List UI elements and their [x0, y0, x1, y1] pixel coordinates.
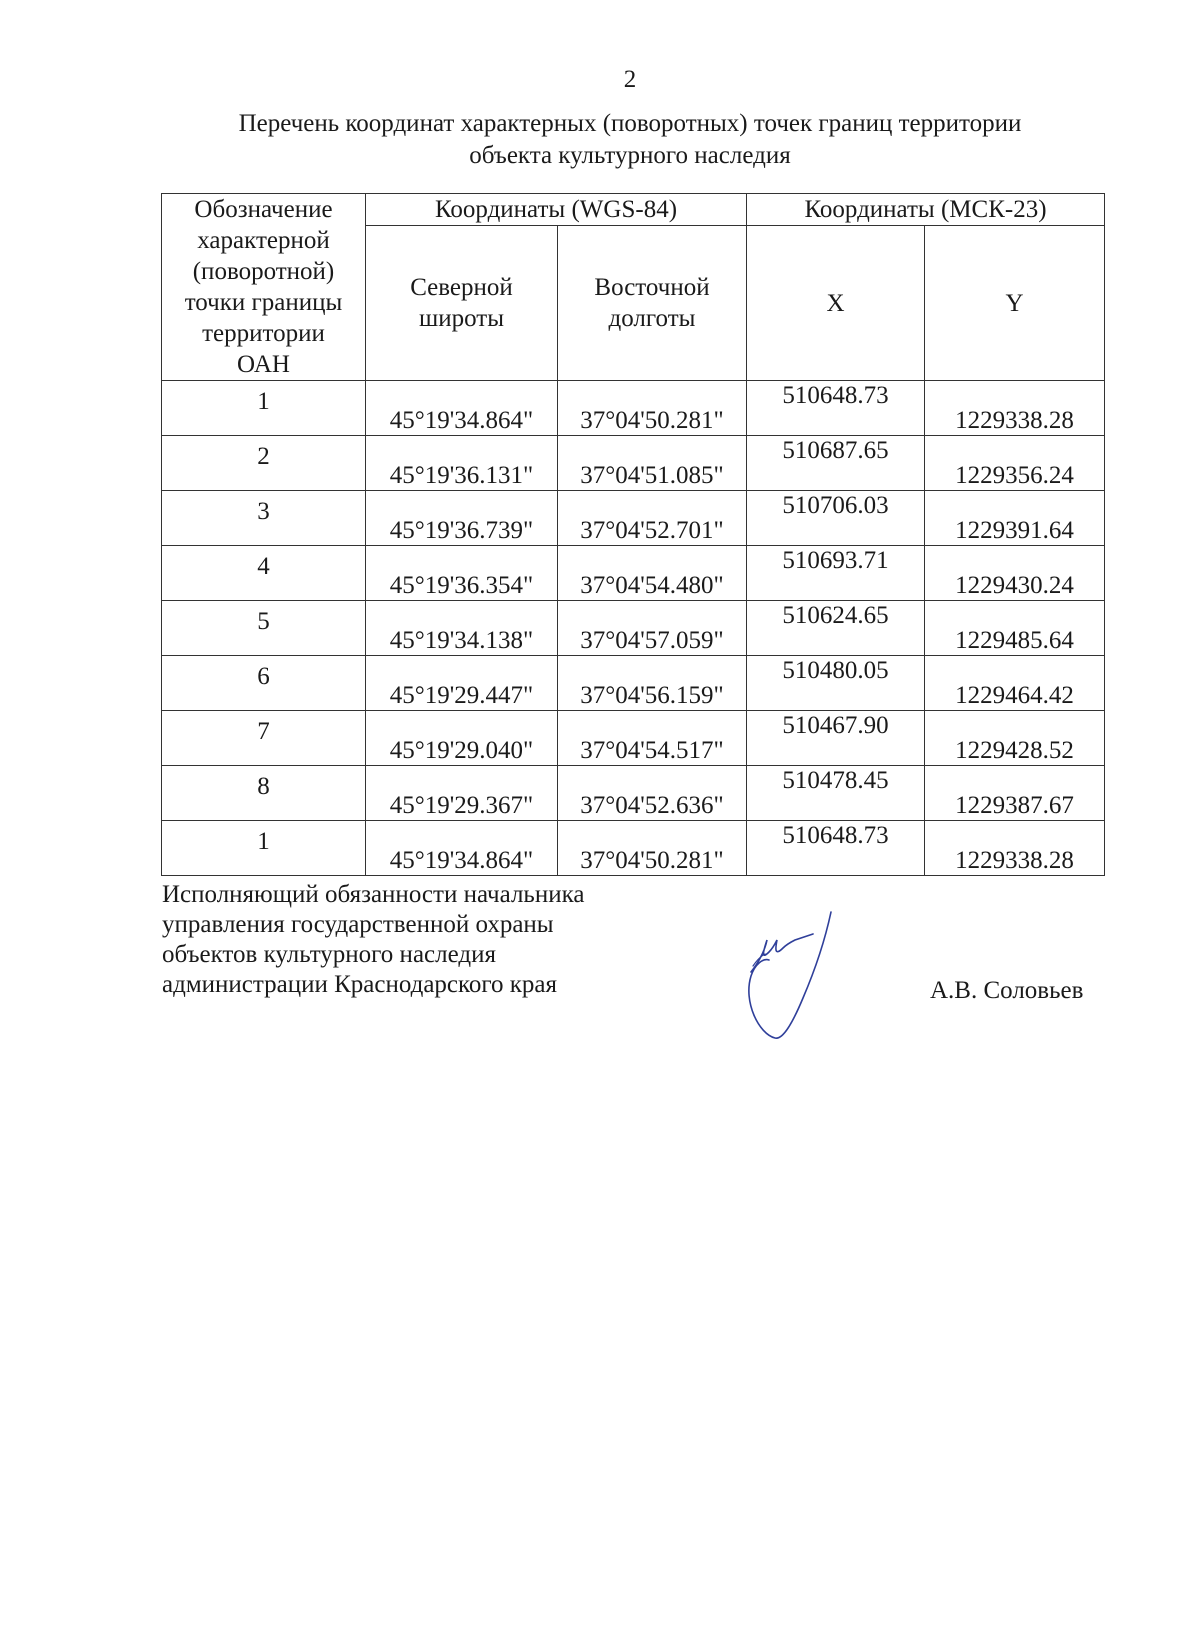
- table-row: [162, 491, 1105, 546]
- header-point-line: точки границы: [184, 289, 343, 316]
- cell-y: 1229428.52: [925, 711, 1105, 766]
- table-row: [162, 766, 1105, 821]
- signer-position-line: Исполняющий обязанности начальника: [162, 881, 585, 908]
- table-row: [162, 821, 1105, 876]
- table-row: [162, 601, 1105, 656]
- cell-x: 510648.73: [747, 821, 925, 876]
- cell-east-longitude: 37°04'52.701": [558, 491, 747, 546]
- cell-east-longitude: 37°04'54.517": [558, 711, 747, 766]
- cell-x: 510624.65: [747, 601, 925, 656]
- header-point-line: территории: [202, 320, 325, 347]
- header-y: Y: [925, 226, 1105, 381]
- cell-north-latitude: 45°19'34.864": [366, 381, 558, 436]
- cell-point-number: 1: [162, 381, 366, 436]
- cell-east-longitude: 37°04'57.059": [558, 601, 747, 656]
- cell-east-longitude: 37°04'51.085": [558, 436, 747, 491]
- cell-y: 1229464.42: [925, 656, 1105, 711]
- table-row: [162, 711, 1105, 766]
- cell-east-longitude: 37°04'50.281": [558, 821, 747, 876]
- document-title: [160, 108, 1100, 172]
- header-msk23-group: Координаты (МСК-23): [747, 194, 1105, 226]
- header-point-designation: [162, 194, 366, 381]
- cell-y: 1229338.28: [925, 821, 1105, 876]
- signer-position: [162, 880, 584, 1000]
- title-line-1: Перечень координат характерных (поворотных) точек границ территории: [238, 110, 1022, 137]
- cell-x: 510478.45: [747, 766, 925, 821]
- cell-point-number: 8: [162, 766, 366, 821]
- cell-north-latitude: 45°19'36.354": [366, 546, 558, 601]
- cell-y: 1229485.64: [925, 601, 1105, 656]
- header-lon-line: долготы: [608, 305, 696, 333]
- header-east-longitude: [558, 226, 747, 381]
- cell-point-number: 2: [162, 436, 366, 491]
- cell-north-latitude: 45°19'36.131": [366, 436, 558, 491]
- cell-x: 510706.03: [747, 491, 925, 546]
- title-line-2: объекта культурного наследия: [469, 142, 791, 169]
- header-north-latitude: [366, 226, 558, 381]
- header-point-line: характерной: [197, 227, 330, 254]
- header-x: X: [747, 226, 925, 381]
- coordinates-table-body: [162, 381, 1105, 876]
- cell-east-longitude: 37°04'52.636": [558, 766, 747, 821]
- cell-point-number: 7: [162, 711, 366, 766]
- table-row: [162, 546, 1105, 601]
- header-point-line: ОАН: [237, 351, 290, 378]
- header-lat-line: Северной: [410, 274, 513, 302]
- cell-east-longitude: 37°04'56.159": [558, 656, 747, 711]
- cell-y: 1229387.67: [925, 766, 1105, 821]
- cell-y: 1229430.24: [925, 546, 1105, 601]
- cell-x: 510648.73: [747, 381, 925, 436]
- cell-point-number: 1: [162, 821, 366, 876]
- cell-north-latitude: 45°19'34.864": [366, 821, 558, 876]
- cell-x: 510480.05: [747, 656, 925, 711]
- cell-north-latitude: 45°19'29.447": [366, 656, 558, 711]
- signer-position-line: администрации Краснодарского края: [162, 971, 558, 998]
- cell-y: 1229356.24: [925, 436, 1105, 491]
- signer-position-line: объектов культурного наследия: [162, 941, 496, 968]
- cell-y: 1229391.64: [925, 491, 1105, 546]
- cell-x: 510687.65: [747, 436, 925, 491]
- header-lon-line: Восточной: [594, 274, 710, 302]
- page-number: 2: [623, 66, 637, 93]
- cell-east-longitude: 37°04'54.480": [558, 546, 747, 601]
- coordinates-table: [161, 193, 1105, 876]
- cell-x: 510467.90: [747, 711, 925, 766]
- cell-point-number: 6: [162, 656, 366, 711]
- cell-east-longitude: 37°04'50.281": [558, 381, 747, 436]
- cell-x: 510693.71: [747, 546, 925, 601]
- header-lat-line: широты: [418, 305, 505, 333]
- cell-north-latitude: 45°19'34.138": [366, 601, 558, 656]
- table-row: [162, 656, 1105, 711]
- handwritten-signature: [745, 910, 865, 1060]
- header-point-line: (поворотной): [192, 258, 335, 285]
- table-row: [162, 436, 1105, 491]
- cell-north-latitude: 45°19'29.367": [366, 766, 558, 821]
- cell-point-number: 4: [162, 546, 366, 601]
- cell-north-latitude: 45°19'36.739": [366, 491, 558, 546]
- header-point-line: Обозначение: [194, 196, 333, 223]
- signer-position-line: управления государственной охраны: [162, 911, 554, 938]
- signer-name: А.В. Соловьев: [930, 977, 1084, 1004]
- header-wgs84-group: Координаты (WGS-84): [366, 194, 747, 226]
- cell-point-number: 3: [162, 491, 366, 546]
- cell-north-latitude: 45°19'29.040": [366, 711, 558, 766]
- table-row: [162, 381, 1105, 436]
- cell-point-number: 5: [162, 601, 366, 656]
- cell-y: 1229338.28: [925, 381, 1105, 436]
